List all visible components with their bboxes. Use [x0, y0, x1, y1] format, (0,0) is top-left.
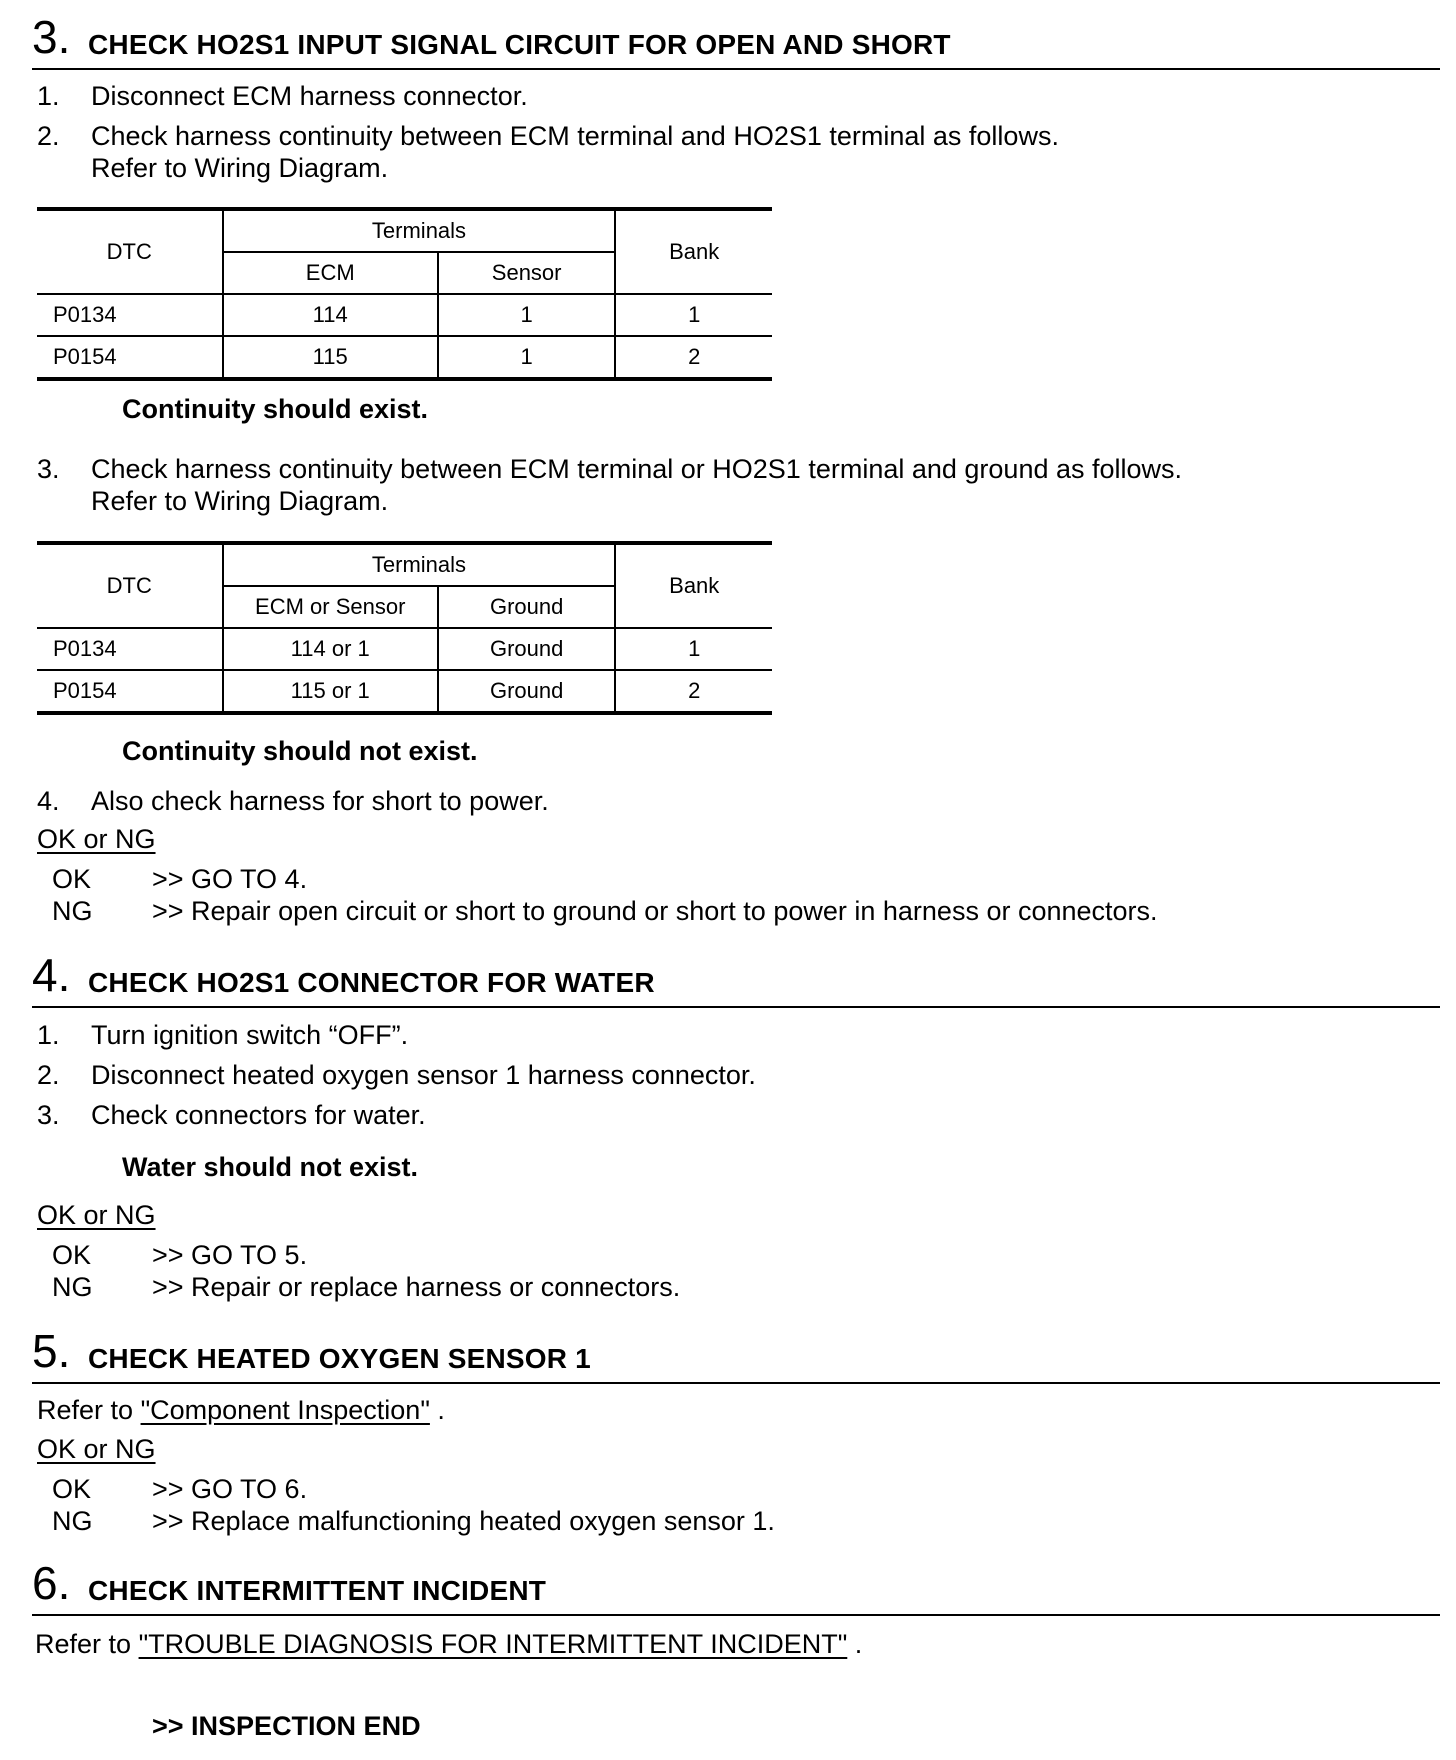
table-row [37, 670, 772, 713]
inspection-end: >> INSPECTION END [152, 1711, 421, 1741]
cell-sensor: Ground [438, 628, 616, 670]
list-text: Refer to Wiring Diagram. [91, 153, 389, 183]
table-row [37, 336, 772, 379]
ground-continuity-table [37, 541, 772, 715]
list-text: Turn ignition switch “OFF”. [91, 1020, 409, 1050]
step4-title: CHECK HO2S1 CONNECTOR FOR WATER [88, 967, 655, 998]
step3-number: 3. [32, 11, 71, 63]
intermittent-incident-link[interactable]: "TROUBLE DIAGNOSIS FOR INTERMITTENT INCIDENT" [138, 1629, 848, 1659]
cell-ecm: 115 or 1 [223, 670, 438, 713]
refer-suffix: . [854, 1629, 863, 1659]
step3-heading [32, 10, 1440, 70]
cell-dtc: P0154 [37, 336, 223, 379]
list-number: 3. [37, 1100, 60, 1130]
step3-ok-code: OK [52, 864, 92, 894]
step4-ng-action: >> Repair or replace harness or connectors. [152, 1272, 681, 1302]
step4-ok-action: >> GO TO 5. [152, 1240, 308, 1270]
list-number: 1. [37, 1020, 60, 1050]
step6-title: CHECK INTERMITTENT INCIDENT [88, 1575, 547, 1606]
table-header-terminals: Terminals [223, 543, 616, 586]
component-inspection-link[interactable]: "Component Inspection" [140, 1395, 430, 1425]
step5-heading [32, 1324, 1440, 1384]
step4-ok-or-ng-label: OK or NG [37, 1200, 156, 1230]
step5-ng-code: NG [52, 1506, 93, 1536]
refer-prefix: Refer to [37, 1395, 134, 1425]
cell-bank: 2 [615, 670, 772, 713]
step3-ok-action: >> GO TO 4. [152, 864, 308, 894]
step6-heading [32, 1556, 1440, 1616]
step5-ok-or-ng-label: OK or NG [37, 1434, 156, 1464]
continuity-table [37, 207, 772, 381]
table-header-ground: Ground [438, 586, 616, 628]
cell-bank: 1 [615, 294, 772, 336]
no-continuity-note: Continuity should not exist. [122, 736, 478, 766]
table-header-bank: Bank [615, 209, 772, 294]
list-number: 1. [37, 81, 60, 111]
step5-ok-action: >> GO TO 6. [152, 1474, 308, 1504]
step5-number: 5. [32, 1325, 71, 1377]
continuity-note: Continuity should exist. [122, 394, 429, 424]
step6-number: 6. [32, 1557, 71, 1609]
step6-refer-line [35, 1628, 862, 1660]
list-number: 4. [37, 786, 60, 816]
cell-ecm: 114 [223, 294, 438, 336]
step3-title: CHECK HO2S1 INPUT SIGNAL CIRCUIT FOR OPEN AND SHORT [88, 29, 951, 60]
step5-ng-action: >> Replace malfunctioning heated oxygen sensor 1. [152, 1506, 775, 1536]
cell-bank: 2 [615, 336, 772, 379]
table-header-bank: Bank [615, 543, 772, 628]
step5-title: CHECK HEATED OXYGEN SENSOR 1 [88, 1343, 591, 1374]
table-header-ecm-or-sensor: ECM or Sensor [223, 586, 438, 628]
water-note: Water should not exist. [122, 1152, 419, 1182]
list-text: Disconnect ECM harness connector. [91, 81, 528, 111]
table-header-terminals: Terminals [223, 209, 616, 252]
step4-ok-code: OK [52, 1240, 92, 1270]
cell-sensor: 1 [438, 336, 616, 379]
list-number: 2. [37, 1060, 60, 1090]
cell-sensor: 1 [438, 294, 616, 336]
list-text: Refer to Wiring Diagram. [91, 486, 389, 516]
step5-ok-code: OK [52, 1474, 92, 1504]
step4-ng-code: NG [52, 1272, 93, 1302]
refer-suffix: . [437, 1395, 445, 1425]
cell-dtc: P0134 [37, 294, 223, 336]
table-header-sensor: Sensor [438, 252, 616, 294]
cell-dtc: P0154 [37, 670, 223, 713]
list-number: 2. [37, 121, 60, 151]
step3-ng-code: NG [52, 896, 93, 926]
list-text: Disconnect heated oxygen sensor 1 harness connector. [91, 1060, 756, 1090]
table-row [37, 628, 772, 670]
list-text: Check harness continuity between ECM terminal or HO2S1 terminal and ground as follows. [91, 454, 1183, 484]
step3-ng-action: >> Repair open circuit or short to ground or short to power in harness or connectors. [152, 896, 1158, 926]
table-header-dtc: DTC [37, 543, 223, 628]
table-header-ecm: ECM [223, 252, 438, 294]
cell-bank: 1 [615, 628, 772, 670]
cell-dtc: P0134 [37, 628, 223, 670]
table-header-dtc: DTC [37, 209, 223, 294]
step4-number: 4. [32, 949, 71, 1001]
refer-prefix: Refer to [35, 1629, 132, 1659]
list-text: Also check harness for short to power. [91, 786, 549, 816]
table-row [37, 294, 772, 336]
cell-sensor: Ground [438, 670, 616, 713]
step5-refer-line [37, 1394, 445, 1426]
cell-ecm: 115 [223, 336, 438, 379]
step4-heading [32, 948, 1440, 1008]
list-text: Check connectors for water. [91, 1100, 426, 1130]
cell-ecm: 114 or 1 [223, 628, 438, 670]
step3-ok-or-ng-label: OK or NG [37, 824, 156, 854]
list-text: Check harness continuity between ECM terminal and HO2S1 terminal as follows. [91, 121, 1059, 151]
list-number: 3. [37, 454, 60, 484]
